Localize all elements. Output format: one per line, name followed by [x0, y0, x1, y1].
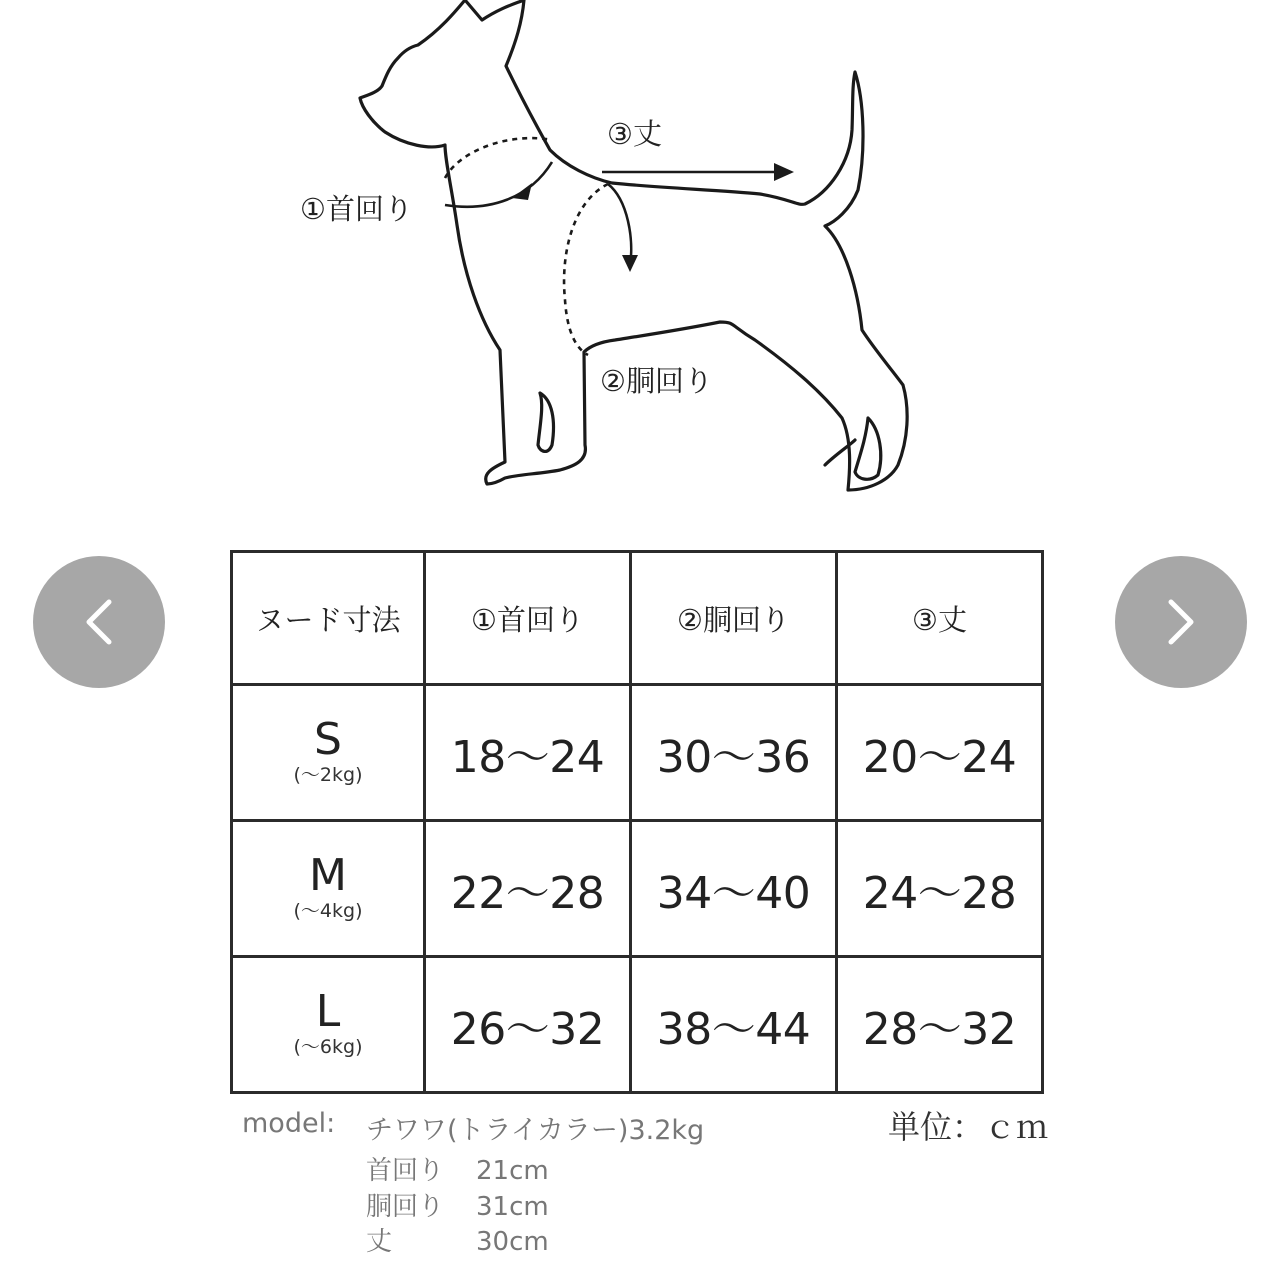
unit-label: 単位：ｃｍ	[888, 1108, 1049, 1146]
table-header-row	[232, 552, 1043, 685]
length-measure-label: ③丈	[607, 117, 662, 151]
size-weight: (〜6kg)	[293, 1036, 363, 1059]
length-value: 28〜32	[837, 957, 1043, 1093]
next-image-button[interactable]	[1115, 556, 1247, 688]
chevron-left-icon	[69, 592, 129, 652]
dog-measurement-diagram	[0, 0, 1280, 500]
body-measure-label: ②胴回り	[600, 364, 713, 398]
measurement-label: 丈	[366, 1227, 393, 1257]
table-row	[232, 685, 1043, 821]
size-weight: (〜4kg)	[293, 900, 363, 923]
measurement-value: 31cm	[476, 1192, 549, 1222]
previous-image-button[interactable]	[33, 556, 165, 688]
size-weight: (〜2kg)	[293, 764, 363, 787]
model-measurement-row	[366, 1186, 549, 1223]
model-name: チワワ(トライカラー)3.2kg	[366, 1115, 705, 1146]
header-body: ②胴回り	[631, 552, 837, 685]
header-length: ③丈	[837, 552, 1043, 685]
measurement-label: 首回り	[366, 1156, 445, 1186]
header-neck: ①首回り	[425, 552, 631, 685]
model-measurement-row	[366, 1221, 549, 1258]
measurement-label: 胴回り	[366, 1192, 445, 1222]
length-value: 20〜24	[837, 685, 1043, 821]
chevron-right-icon	[1151, 592, 1211, 652]
measurement-value: 30cm	[476, 1227, 549, 1257]
size-cell	[232, 821, 425, 957]
measurement-value: 21cm	[476, 1156, 549, 1186]
size-letter: M	[309, 850, 347, 902]
model-measurement-row	[366, 1150, 549, 1187]
size-cell	[232, 957, 425, 1093]
size-letter: L	[315, 986, 341, 1038]
neck-value: 26〜32	[425, 957, 631, 1093]
table-row	[232, 821, 1043, 957]
body-value: 34〜40	[631, 821, 837, 957]
table-row	[232, 957, 1043, 1093]
dog-outline-illustration	[0, 0, 1280, 500]
size-cell	[232, 685, 425, 821]
neck-value: 22〜28	[425, 821, 631, 957]
length-value: 24〜28	[837, 821, 1043, 957]
body-value: 38〜44	[631, 957, 837, 1093]
header-nude-size: ヌード寸法	[232, 552, 425, 685]
neck-value: 18〜24	[425, 685, 631, 821]
size-chart-table	[230, 550, 1044, 1094]
model-label: model:	[242, 1108, 336, 1139]
body-value: 30〜36	[631, 685, 837, 821]
size-letter: S	[314, 714, 342, 766]
neck-measure-label: ①首回り	[300, 192, 413, 226]
